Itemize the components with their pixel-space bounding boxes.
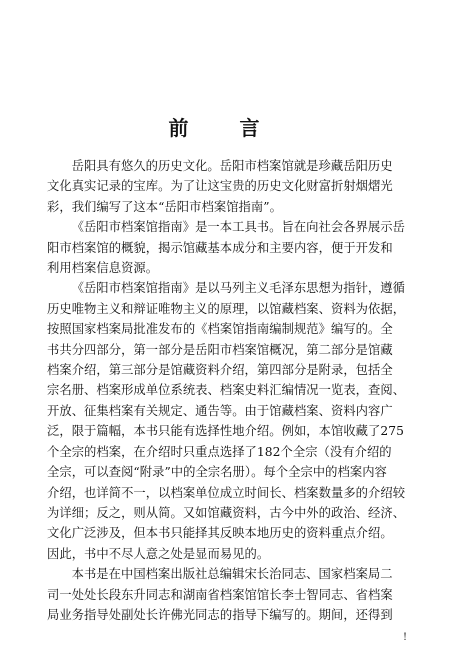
text-line: 档案介绍，第三部分是馆藏资料介绍，第四部分是附录，包括全 [47, 363, 393, 378]
text-line: 泛，限于篇幅，本书只能有选择性地介绍。例如，本馆收藏了275 [47, 424, 404, 439]
paragraph-1 [47, 156, 405, 217]
text-line: 局业务指导处副处长许佛光同志的指导下编写的。期间，还得到 [47, 607, 393, 622]
text-line: 《岳阳市档案馆指南》是一本工具书。旨在向社会各界展示岳 [71, 220, 405, 235]
paragraph-2 [47, 217, 405, 278]
text-line: 利用档案信息资源。 [47, 261, 159, 276]
preface-body [47, 156, 405, 625]
corner-mark: ! [403, 632, 408, 643]
page-title: 前 言 [168, 116, 282, 140]
text-line: 因此，书中不尽人意之处是显而易见的。 [47, 546, 270, 561]
text-line: 司一处处长段东升同志和湖南省档案馆馆长李士智同志、省档案 [47, 587, 393, 602]
text-line: 阳市档案馆的概貌，揭示馆藏基本成分和主要内容，便于开发和 [47, 240, 393, 255]
text-line: 历史唯物主义和辩证唯物主义的原理，以馆藏档案、资料为依据， [47, 301, 405, 316]
text-line: 介绍，也详简不一，以档案单位成立时间长、档案数量多的介绍较 [47, 485, 405, 500]
text-line: 全宗，可以查阅“附录”中的全宗名册）。每个全宗中的档案内容 [47, 465, 387, 480]
paragraph-4 [47, 564, 405, 625]
text-line: 宗名册、档案形成单位系统表、档案史料汇编情况一览表，查阅、 [47, 383, 405, 398]
text-line: 开放、征集档案有关规定、通告等。由于馆藏档案、资料内容广 [47, 403, 393, 418]
text-line: 文化广泛涉及，但本书只能择其反映本地历史的资料重点介绍。 [47, 526, 393, 541]
text-line: 《岳阳市档案馆指南》是以马列主义毛泽东思想为指针，遵循 [71, 281, 405, 296]
text-line: 个全宗的档案，在介绍时只重点选择了182个全宗（没有介绍的 [47, 444, 392, 459]
text-line: 按照国家档案局批准发布的《档案馆指南编制规范》编写的。全 [47, 322, 393, 337]
text-line: 本书是在中国档案出版社总编辑宋长治同志、国家档案局二 [71, 567, 393, 582]
text-line: 文化真实记录的宝库。为了让这宝贵的历史文化财富折射烟熠光 [47, 179, 393, 194]
text-line: 岳阳具有悠久的历史文化。岳阳市档案馆就是珍藏岳阳历史 [71, 159, 393, 173]
paragraph-3 [47, 278, 405, 564]
text-line: 彩，我们编写了这本“岳阳市档案馆指南”。 [47, 199, 282, 214]
text-line: 为详细；反之，则从简。又如馆藏资料，古今中外的政治、经济、 [47, 505, 405, 520]
text-line: 书共分四部分，第一部分是岳阳市档案馆概况，第二部分是馆藏 [47, 342, 393, 357]
